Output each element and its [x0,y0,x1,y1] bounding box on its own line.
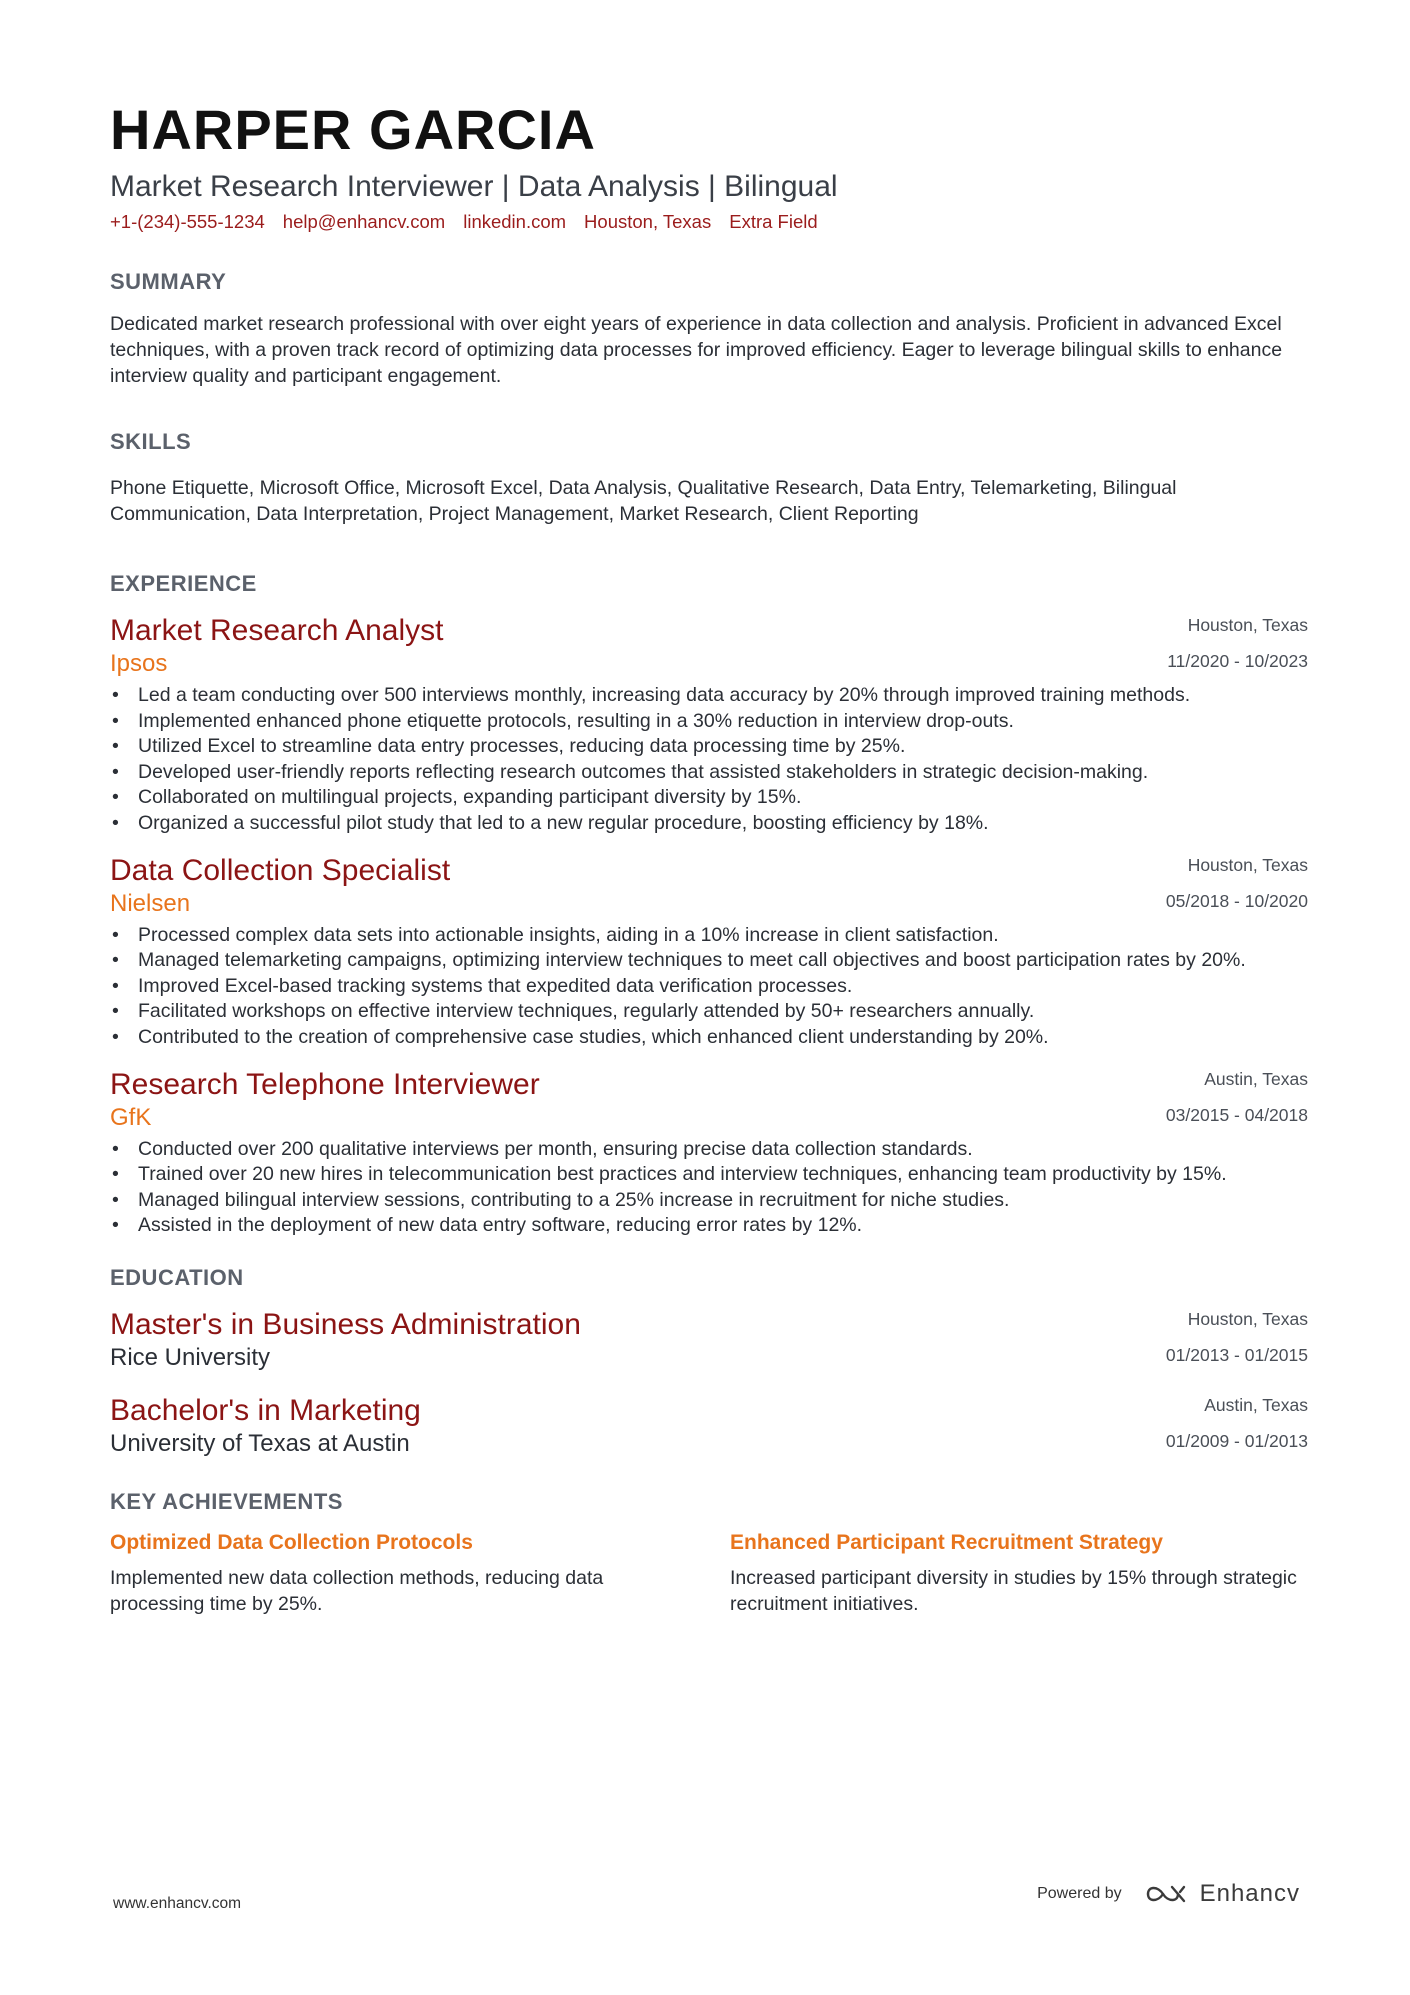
contact-linkedin[interactable]: linkedin.com [463,211,567,232]
education-dates: 01/2013 - 01/2015 [1165,1344,1308,1365]
achievements-section [110,1489,1308,1617]
bullet-item: • Implemented enhanced phone etiquette protocols, resulting in a 30% reduction in interview drop-outs. [110,709,1308,735]
bullet-item: • Trained over 20 new hires in telecommunication best practices and interview techniques, enhancing team productivity by 15%. [110,1162,1308,1188]
contact-location: Houston, Texas [584,211,712,232]
education-entry [110,1307,1308,1373]
company-name: Ipsos [110,650,168,677]
bullet-item: • Developed user-friendly reports reflecting research outcomes that assisted stakeholders in strategic decision-making. [110,760,1308,786]
school-name: Rice University [110,1343,271,1371]
education-meta [1166,1307,1308,1365]
experience-entry [110,853,1308,1051]
summary-section [110,269,1308,389]
degree-title: Bachelor's in Marketing [110,1393,421,1427]
skills-heading: SKILLS [110,429,192,454]
company-name: Nielsen [110,889,191,917]
job-dates: 05/2018 - 10/2020 [1165,890,1308,911]
job-location: Houston, Texas [1187,615,1308,635]
job-title: Market Research Analyst [110,614,444,647]
candidate-headline: Market Research Interviewer | Data Analysis | Bilingual [110,170,838,203]
education-location: Austin, Texas [1204,1394,1308,1415]
education-location: Houston, Texas [1187,1308,1308,1329]
job-bullets [110,683,1308,837]
summary-heading: SUMMARY [110,269,227,294]
bullet-item: • Improved Excel-based tracking systems that expedited data verification processes. [110,974,1308,1000]
degree-title: Master's in Business Administration [110,1307,581,1341]
summary-text: Dedicated market research professional with over eight years of experience in data collection and analysis. Proficient in advanced Excel techniques, with a proven track record of optimizing data processes for improved efficiency. Eager to leverage bilingual skills to enhance interview quality and participant engagement. [110,313,1283,387]
education-heading: EDUCATION [110,1264,244,1290]
bullet-item: • Organized a successful pilot study that led to a new regular procedure, boosting efficiency by 18%. [110,811,1308,837]
contact-email[interactable]: help@enhancv.com [282,211,446,232]
resume-page [110,92,1308,1617]
contact-line [110,211,1308,233]
bullet-item: • Assisted in the deployment of new data entry software, reducing error rates by 12%. [110,1213,1308,1239]
skills-section [110,429,1308,527]
footer-branding [1037,1880,1300,1908]
company-name: GfK [110,1103,152,1131]
bullet-item: • Conducted over 200 qualitative interviews per month, ensuring precise data collection standards. [110,1137,1308,1163]
job-bullets [110,1137,1308,1239]
school-name: University of Texas at Austin [110,1429,410,1457]
bullet-item: • Managed bilingual interview sessions, contributing to a 25% increase in recruitment for niche studies. [110,1188,1308,1214]
job-dates: 03/2015 - 04/2018 [1165,1104,1308,1125]
powered-by-label: Powered by [1037,1885,1122,1902]
enhancv-logo-icon [1144,1882,1190,1906]
achievement-text: Implemented new data collection methods, reducing data processing time by 25%. [110,1566,604,1615]
job-meta [1166,1067,1308,1125]
education-meta [1166,1393,1308,1451]
achievements-grid [110,1531,1308,1617]
job-meta [1167,613,1308,671]
bullet-item: • Processed complex data sets into actionable insights, aiding in a 10% increase in client satisfaction. [110,923,1308,949]
bullet-item: • Utilized Excel to streamline data entry processes, reducing data processing time by 25%. [110,734,1308,760]
experience-entry [110,1067,1308,1239]
education-section [110,1265,1308,1459]
education-dates: 01/2009 - 01/2013 [1165,1430,1308,1451]
job-title: Research Telephone Interviewer [110,1067,540,1101]
bullet-item: • Contributed to the creation of comprehensive case studies, which enhanced client understanding by 20%. [110,1025,1308,1051]
candidate-name: HARPER GARCIA [110,98,596,161]
achievement-title: Optimized Data Collection Protocols [110,1530,473,1554]
enhancv-logo[interactable] [1144,1880,1300,1908]
bullet-item: • Managed telemarketing campaigns, optimizing interview techniques to meet call objectives and boost participation rates by 20%. [110,948,1308,974]
bullet-item: • Facilitated workshops on effective interview techniques, regularly attended by 50+ researchers annually. [110,999,1308,1025]
contact-phone[interactable]: +1-(234)-555-1234 [110,211,265,232]
achievement-item [110,1531,686,1617]
skills-text: Phone Etiquette, Microsoft Office, Microsoft Excel, Data Analysis, Qualitative Research, Data Entry, Telemarketing, Bilingual Communication, Data Interpretation, Project Management, Market Research, Client Reporting [110,477,1177,525]
brand-name: Enhancv [1199,1880,1300,1907]
achievement-text: Increased participant diversity in studies by 15% through strategic recruitment initiatives. [730,1566,1297,1615]
achievement-item [730,1531,1306,1617]
bullet-item: • Led a team conducting over 500 interviews monthly, increasing data accuracy by 20% through improved training methods. [110,683,1308,709]
achievements-heading: KEY ACHIEVEMENTS [110,1488,343,1514]
job-title: Data Collection Specialist [110,853,451,887]
bullet-item: • Collaborated on multilingual projects, expanding participant diversity by 15%. [110,785,1308,811]
experience-entry [110,613,1308,837]
contact-extra-field: Extra Field [729,211,818,232]
job-location: Houston, Texas [1187,854,1308,875]
job-meta [1166,853,1308,911]
education-entry [110,1393,1308,1459]
job-dates: 11/2020 - 10/2023 [1167,651,1308,671]
job-location: Austin, Texas [1204,1068,1308,1089]
experience-section [110,571,1308,1239]
job-bullets [110,923,1308,1051]
footer-website[interactable]: www.enhancv.com [113,1895,242,1912]
achievement-title: Enhanced Participant Recruitment Strategy [730,1530,1163,1554]
experience-heading: EXPERIENCE [110,571,257,596]
